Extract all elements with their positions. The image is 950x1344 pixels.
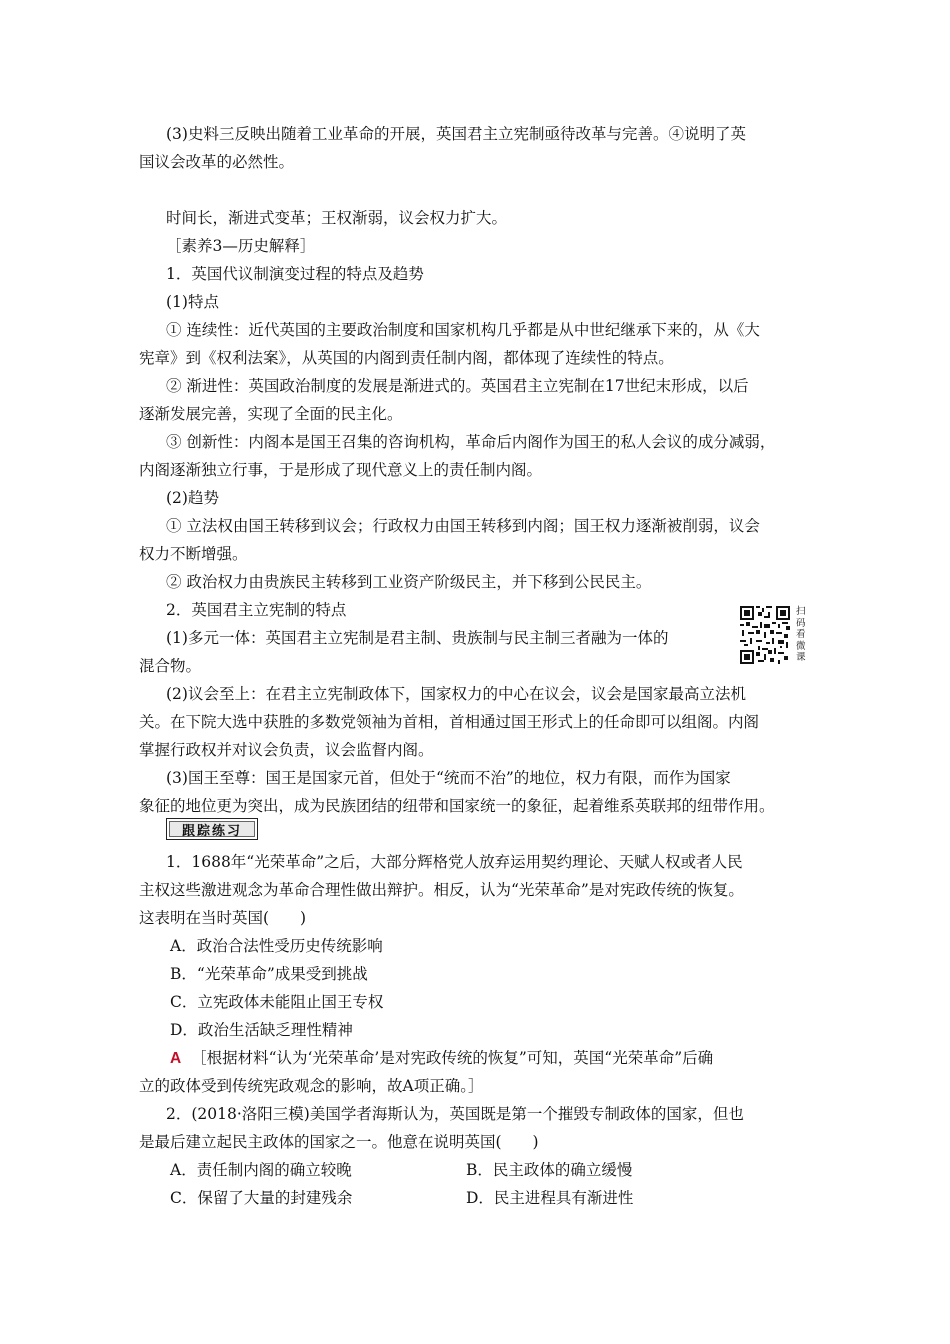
question-stem-line: 这表明在当时英国( )	[139, 909, 307, 927]
option-b[interactable]: B．民主政体的确立缓慢	[466, 1161, 633, 1179]
paragraph-line: (3)史料三反映出随着工业革命的开展，英国君主立宪制亟待改革与完善。④说明了英	[166, 125, 746, 143]
paragraph-line: 逐渐发展完善，实现了全面的民主化。	[139, 405, 403, 423]
question-stem-line: 1．1688年“光荣革命”之后，大部分辉格党人放弃运用契约理论、天赋人权或者人民	[166, 853, 743, 871]
option-a[interactable]: A．责任制内阁的确立较晚	[170, 1161, 352, 1179]
answer-explanation: ［根据材料“认为‘光荣革命’是对宪政传统的恢复”可知，英国“光荣革命”后确	[191, 1049, 714, 1067]
option-d[interactable]: D．民主进程具有渐进性	[466, 1189, 634, 1207]
question-stem-line: 主权这些激进观念为革命合理性做出辩护。相反，认为“光荣革命”是对宪政传统的恢复。	[139, 881, 744, 899]
option-d[interactable]: D．政治生活缺乏理性精神	[170, 1021, 353, 1039]
paragraph-line: ② 政治权力由贵族民主转移到工业资产阶级民主，并下移到公民民主。	[166, 573, 652, 591]
paragraph-line: 内阁逐渐独立行事，于是形成了现代意义上的责任制内阁。	[139, 461, 543, 479]
answer-letter: A	[170, 1050, 182, 1067]
qr-code-icon[interactable]	[740, 606, 790, 664]
paragraph-line: ③ 创新性：内阁本是国王召集的咨询机构，革命后内阁作为国王的私人会议的成分减弱，	[166, 433, 776, 451]
option-a[interactable]: A．政治合法性受历史传统影响	[170, 937, 383, 955]
answer-explanation-line: 立的政体受到传统宪政观念的影响，故A项正确。］	[139, 1077, 484, 1095]
answer-line	[170, 1048, 713, 1069]
qr-caption: 扫码看微课	[796, 606, 806, 663]
paragraph-line: 象征的地位更为突出，成为民族团结的纽带和国家统一的象征，起着维系英联邦的纽带作用。	[139, 797, 775, 815]
paragraph-line: ② 渐进性：英国政治制度的发展是渐进式的。英国君主立宪制在17世纪末形成，以后	[166, 377, 749, 395]
section-heading: ［素养3—历史解释］	[166, 237, 316, 255]
option-b[interactable]: B．“光荣革命”成果受到挑战	[170, 965, 368, 983]
paragraph-line: 掌握行政权并对议会负责，议会监督内阁。	[139, 741, 434, 759]
subheading: 1．英国代议制演变过程的特点及趋势	[166, 265, 424, 283]
subheading: 2．英国君主立宪制的特点	[166, 601, 347, 619]
paragraph-line: 权力不断增强。	[139, 545, 248, 563]
summary-line: 时间长，渐进式变革；王权渐弱，议会权力扩大。	[166, 209, 508, 227]
paragraph-line: ① 连续性：近代英国的主要政治制度和国家机构几乎都是从中世纪继承下来的，从《大	[166, 321, 760, 339]
paragraph-line: 混合物。	[139, 657, 202, 675]
question-stem-line: 2．(2018·洛阳三模)美国学者海斯认为，英国既是第一个摧毁专制政体的国家，但也	[166, 1105, 744, 1123]
subheading: (1)特点	[166, 293, 219, 311]
subheading: (2)趋势	[166, 489, 219, 507]
practice-section-tag: 跟踪练习	[166, 818, 258, 840]
paragraph-line: (1)多元一体：英国君主立宪制是君主制、贵族制与民主制三者融为一体的	[166, 629, 669, 647]
option-c[interactable]: C．保留了大量的封建残余	[170, 1189, 353, 1207]
option-c[interactable]: C．立宪政体未能阻止国王专权	[170, 993, 384, 1011]
question-stem-line: 是最后建立起民主政体的国家之一。他意在说明英国( )	[139, 1133, 539, 1151]
paragraph-line: 国议会改革的必然性。	[139, 153, 295, 171]
paragraph-line: 宪章》到《权利法案》，从英国的内阁到责任制内阁，都体现了连续性的特点。	[139, 349, 674, 367]
paragraph-line: ① 立法权由国王转移到议会；行政权力由国王转移到内阁；国王权力逐渐被削弱，议会	[166, 517, 760, 535]
paragraph-line: (2)议会至上：在君主立宪制政体下，国家权力的中心在议会，议会是国家最高立法机	[166, 685, 746, 703]
paragraph-line: (3)国王至尊：国王是国家元首，但处于“统而不治”的地位，权力有限，而作为国家	[166, 769, 731, 787]
paragraph-line: 关。在下院大选中获胜的多数党领袖为首相，首相通过国王形式上的任命即可以组阁。内阁	[139, 713, 760, 731]
